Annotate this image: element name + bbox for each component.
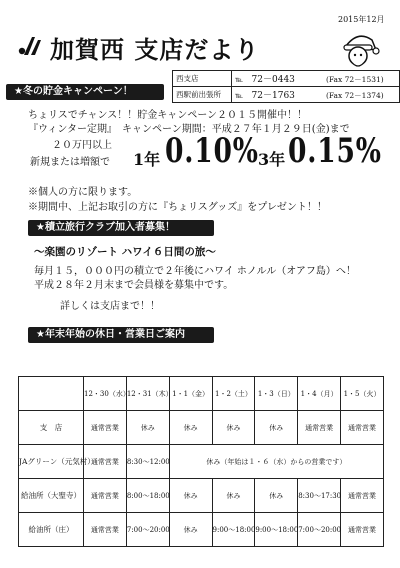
row-label: 給油所（大聖寺） (19, 479, 84, 513)
ja-logo-icon (18, 34, 44, 56)
table-cell: 通常営業 (341, 513, 384, 547)
row-label: JAグリーン（元気村） (19, 445, 84, 479)
table-header-row (19, 377, 384, 411)
table-cell: 7:00～20:00 (126, 513, 169, 547)
table-cell: 休み (169, 479, 212, 513)
tel-number: 72－0443 (251, 75, 295, 85)
column-header: 1・2（土） (212, 377, 255, 411)
table-cell: 休み (212, 411, 255, 445)
holiday-schedule-table (18, 376, 384, 547)
table-row (19, 479, 384, 513)
branch-name: 西支店 (173, 71, 232, 87)
table-cell: 9:00～18:00 (255, 513, 298, 547)
table-corner (19, 377, 84, 411)
campaign-banner: ★冬の貯金キャンペーン！ (6, 84, 164, 100)
tel-label: ℡ (235, 75, 244, 84)
travel-contact: 詳しくは支店まで！！ (60, 301, 160, 312)
table-cell: 休み (212, 479, 255, 513)
travel-club-banner: ★積立旅行クラブ加入者募集！ (28, 220, 214, 236)
table-cell: 通常営業 (341, 479, 384, 513)
table-cell: 9:00～18:00 (212, 513, 255, 547)
newsletter-title: 加賀西 支店だより (50, 35, 260, 64)
travel-heading: ～楽園のリゾート ハワイ６日間の旅～ (34, 246, 216, 258)
column-header: 1・3（日） (255, 377, 298, 411)
table-cell: 休み (126, 411, 169, 445)
mascot-santa-icon (336, 28, 380, 72)
fax-number: (Fax 72－1374) (325, 91, 384, 100)
tel-label: ℡ (235, 91, 244, 100)
campaign-period: 『ウィンター定期』 キャンペーン期間：平成２７年１月２９日(金)まで (28, 124, 350, 135)
table-row (19, 445, 384, 479)
table-cell: 8:30～12:00 (126, 445, 169, 479)
branch-name: 西駅前出張所 (173, 87, 232, 103)
row-label: 給油所（庄） (19, 513, 84, 547)
term-1year-label: 1年 (133, 150, 161, 169)
table-cell: 通常営業 (84, 445, 127, 479)
table-cell: 休み (169, 411, 212, 445)
table-cell: 休み (255, 411, 298, 445)
column-header: 1・1（金） (169, 377, 212, 411)
deposit-condition: 新規または増額で (30, 157, 110, 168)
row-label: 支 店 (19, 411, 84, 445)
contact-row (173, 87, 400, 103)
contact-row (173, 71, 400, 87)
travel-deadline: 平成２８年２月末まで会員様を募集中です。 (34, 280, 234, 291)
table-cell: 8:30～17:30 (298, 479, 341, 513)
table-cell: 通常営業 (84, 513, 127, 547)
campaign-intro: ちょリスでチャンス！！貯金キャンペーン２０１５開催中！！ (28, 110, 307, 121)
column-header: 12・30（水） (84, 377, 127, 411)
table-cell: 通常営業 (298, 411, 341, 445)
column-header: 1・4（月） (298, 377, 341, 411)
note-individual: ※個人の方に限ります。 (28, 187, 138, 198)
issue-date: 2015年12月 (338, 15, 385, 24)
holiday-schedule-banner: ★年末年始の休日・営業日ご案内 (28, 327, 214, 343)
column-header: 1・5（火） (341, 377, 384, 411)
rate-1year: 0.10% (165, 131, 259, 171)
table-cell: 8:00～18:00 (126, 479, 169, 513)
deposit-minimum: ２０万円以上 (52, 140, 112, 151)
table-cell: 通常営業 (84, 411, 127, 445)
table-cell: 7:00～20:00 (298, 513, 341, 547)
tel-number: 72－1763 (251, 91, 295, 101)
merged-cell: 休み（年始は１・６（水）からの営業です） (169, 445, 383, 479)
note-gift: ※期間中、上記お取引の方に『ちょリスグッズ』をプレゼント！！ (28, 202, 327, 213)
table-row (19, 513, 384, 547)
travel-savings: 毎月１５，０００円の積立で２年後にハワイ ホノルル（オアフ島）へ！ (34, 266, 356, 277)
table-cell: 休み (255, 479, 298, 513)
table-cell: 通常営業 (341, 411, 384, 445)
fax-number: (Fax 72－1531) (325, 75, 384, 84)
table-cell: 通常営業 (84, 479, 127, 513)
table-cell: 休み (169, 513, 212, 547)
term-3year-label: 3年 (258, 150, 286, 169)
column-header: 12・31（木） (126, 377, 169, 411)
table-row (19, 411, 384, 445)
branch-contact-table (172, 70, 400, 103)
rate-3year: 0.15% (288, 131, 382, 171)
